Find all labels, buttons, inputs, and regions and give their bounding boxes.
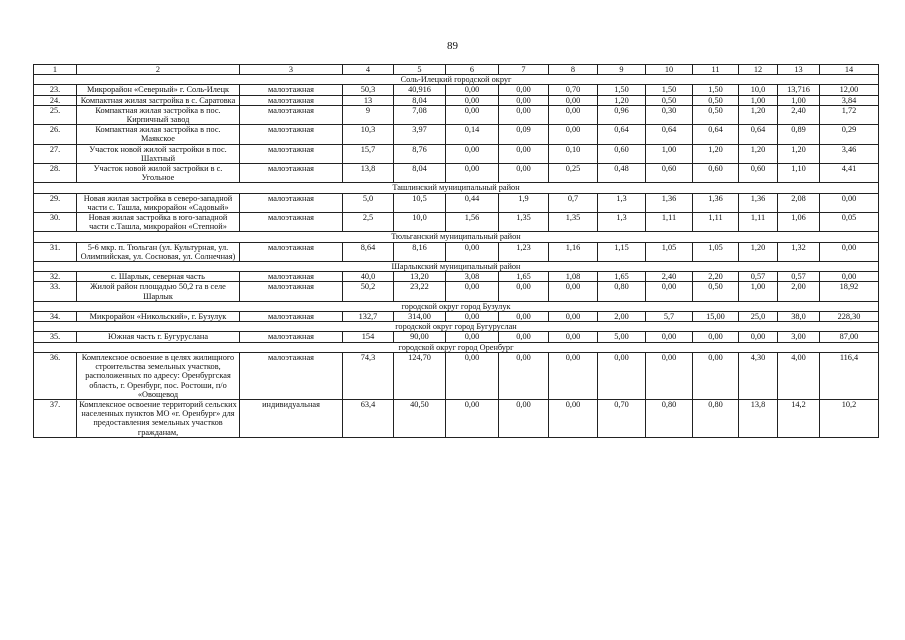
value-cell: 13,716	[778, 85, 820, 95]
value-cell: 0,57	[739, 272, 778, 282]
section-title: городской округ город Оренбург	[34, 342, 879, 352]
value-cell: 1,36	[739, 193, 778, 212]
value-cell: 0,80	[646, 399, 693, 437]
value-cell: 0,00	[446, 144, 499, 163]
value-cell: 0,00	[549, 352, 598, 399]
table-row	[34, 282, 879, 301]
value-cell: 8,16	[394, 242, 446, 261]
row-number: 23.	[34, 85, 77, 95]
value-cell: 25,0	[739, 312, 778, 322]
value-cell: 0,00	[549, 332, 598, 342]
value-cell: 0,7	[549, 193, 598, 212]
table-row	[34, 144, 879, 163]
value-cell: 15,7	[343, 144, 394, 163]
value-cell: 132,7	[343, 312, 394, 322]
section-row	[34, 183, 879, 193]
row-number: 30.	[34, 213, 77, 232]
value-cell: 1,20	[778, 144, 820, 163]
building-type: малоэтажная	[240, 282, 343, 301]
building-type: малоэтажная	[240, 312, 343, 322]
value-cell: 124,70	[394, 352, 446, 399]
value-cell: 0,00	[549, 282, 598, 301]
value-cell: 0,00	[549, 125, 598, 144]
value-cell: 5,0	[343, 193, 394, 212]
building-type: малоэтажная	[240, 95, 343, 105]
value-cell: 0,60	[739, 164, 778, 183]
value-cell: 1,10	[778, 164, 820, 183]
value-cell: 0,50	[693, 95, 739, 105]
object-name: Жилой район площадью 50,2 га в селе Шарлык	[77, 282, 240, 301]
value-cell: 90,00	[394, 332, 446, 342]
value-cell: 2,40	[646, 272, 693, 282]
value-cell: 15,00	[693, 312, 739, 322]
value-cell: 0,00	[820, 193, 879, 212]
table-row	[34, 332, 879, 342]
value-cell: 50,3	[343, 85, 394, 95]
value-cell: 0,64	[646, 125, 693, 144]
value-cell: 2,20	[693, 272, 739, 282]
value-cell: 8,76	[394, 144, 446, 163]
value-cell: 3,97	[394, 125, 446, 144]
value-cell: 0,09	[499, 125, 549, 144]
row-number: 29.	[34, 193, 77, 212]
value-cell: 1,00	[739, 282, 778, 301]
value-cell: 116,4	[820, 352, 879, 399]
row-number: 24.	[34, 95, 77, 105]
value-cell: 1,36	[646, 193, 693, 212]
value-cell: 1,20	[739, 242, 778, 261]
section-row	[34, 262, 879, 272]
value-cell: 8,04	[394, 95, 446, 105]
object-name: Участок новой жилой застройки в с. Угольное	[77, 164, 240, 183]
value-cell: 314,00	[394, 312, 446, 322]
value-cell: 0,00	[646, 352, 693, 399]
value-cell: 5,00	[598, 332, 646, 342]
page-number: 89	[447, 40, 458, 52]
value-cell: 0,00	[446, 282, 499, 301]
value-cell: 0,64	[598, 125, 646, 144]
column-header: 7	[499, 65, 549, 75]
row-number: 36.	[34, 352, 77, 399]
value-cell: 0,48	[598, 164, 646, 183]
row-number: 26.	[34, 125, 77, 144]
value-cell: 0,00	[499, 399, 549, 437]
value-cell: 2,08	[778, 193, 820, 212]
value-cell: 1,20	[739, 144, 778, 163]
value-cell: 0,00	[739, 332, 778, 342]
object-name: Комплексное освоение в целях жилищного строительства земельных участков, расположенных по адресу: Оренбургская область, г. Оренбург, пос. Ростоши, п/о «Овощевод	[77, 352, 240, 399]
value-cell: 0,44	[446, 193, 499, 212]
object-name: Микрорайон «Северный» г. Соль-Илецк	[77, 85, 240, 95]
value-cell: 0,05	[820, 213, 879, 232]
building-type: малоэтажная	[240, 125, 343, 144]
value-cell: 10,3	[343, 125, 394, 144]
value-cell: 8,64	[343, 242, 394, 261]
value-cell: 1,20	[739, 105, 778, 124]
column-header: 4	[343, 65, 394, 75]
value-cell: 1,06	[778, 213, 820, 232]
column-header: 10	[646, 65, 693, 75]
value-cell: 0,00	[549, 105, 598, 124]
value-cell: 0,00	[446, 242, 499, 261]
building-type: малоэтажная	[240, 352, 343, 399]
row-number: 28.	[34, 164, 77, 183]
object-name: Компактная жилая застройка в с. Саратовка	[77, 95, 240, 105]
table-row	[34, 312, 879, 322]
value-cell: 12,00	[820, 85, 879, 95]
column-header: 14	[820, 65, 879, 75]
table-row	[34, 164, 879, 183]
row-number: 34.	[34, 312, 77, 322]
section-row	[34, 322, 879, 332]
value-cell: 0,00	[646, 332, 693, 342]
value-cell: 1,50	[598, 85, 646, 95]
value-cell: 10,2	[820, 399, 879, 437]
value-cell: 0,00	[549, 312, 598, 322]
value-cell: 0,89	[778, 125, 820, 144]
column-header: 2	[77, 65, 240, 75]
value-cell: 1,9	[499, 193, 549, 212]
value-cell: 5,7	[646, 312, 693, 322]
row-number: 37.	[34, 399, 77, 437]
table-row	[34, 95, 879, 105]
value-cell: 13,8	[343, 164, 394, 183]
object-name: с. Шарлык, северная часть	[77, 272, 240, 282]
value-cell: 0,60	[693, 164, 739, 183]
value-cell: 1,05	[693, 242, 739, 261]
object-name: Микрорайон «Никольский», г. Бузулук	[77, 312, 240, 322]
value-cell: 0,25	[549, 164, 598, 183]
value-cell: 1,56	[446, 213, 499, 232]
data-table	[33, 64, 879, 438]
value-cell: 8,04	[394, 164, 446, 183]
row-number: 25.	[34, 105, 77, 124]
value-cell: 4,30	[739, 352, 778, 399]
object-name: Южная часть г. Бугуруслана	[77, 332, 240, 342]
row-number: 33.	[34, 282, 77, 301]
section-title: Тюльганский муниципальный район	[34, 232, 879, 242]
value-cell: 3,84	[820, 95, 879, 105]
value-cell: 0,60	[598, 144, 646, 163]
value-cell: 154	[343, 332, 394, 342]
value-cell: 3,46	[820, 144, 879, 163]
building-type: малоэтажная	[240, 332, 343, 342]
value-cell: 74,3	[343, 352, 394, 399]
value-cell: 0,64	[739, 125, 778, 144]
value-cell: 7,08	[394, 105, 446, 124]
building-type: индивидуальная	[240, 399, 343, 437]
value-cell: 0,00	[446, 332, 499, 342]
value-cell: 0,00	[446, 85, 499, 95]
table-row	[34, 105, 879, 124]
row-number: 31.	[34, 242, 77, 261]
value-cell: 1,50	[646, 85, 693, 95]
value-cell: 0,00	[693, 352, 739, 399]
value-cell: 0,96	[598, 105, 646, 124]
column-header: 11	[693, 65, 739, 75]
section-title: Шарлыкский муниципальный район	[34, 262, 879, 272]
value-cell: 2,5	[343, 213, 394, 232]
value-cell: 13,8	[739, 399, 778, 437]
value-cell: 0,29	[820, 125, 879, 144]
section-row	[34, 342, 879, 352]
building-type: малоэтажная	[240, 272, 343, 282]
object-name: Новая жилая застройка в юго-западной части с.Ташла, микрорайон «Степной»	[77, 213, 240, 232]
value-cell: 1,23	[499, 242, 549, 261]
value-cell: 0,00	[446, 105, 499, 124]
column-header: 13	[778, 65, 820, 75]
column-header: 1	[34, 65, 77, 75]
table-row	[34, 193, 879, 212]
value-cell: 0,00	[820, 272, 879, 282]
value-cell: 0,70	[549, 85, 598, 95]
value-cell: 1,65	[598, 272, 646, 282]
value-cell: 2,00	[598, 312, 646, 322]
value-cell: 10,5	[394, 193, 446, 212]
section-row	[34, 75, 879, 85]
section-title: городской округ город Бузулук	[34, 301, 879, 311]
value-cell: 40,0	[343, 272, 394, 282]
table-row	[34, 85, 879, 95]
value-cell: 50,2	[343, 282, 394, 301]
building-type: малоэтажная	[240, 105, 343, 124]
value-cell: 40,50	[394, 399, 446, 437]
table-row	[34, 125, 879, 144]
value-cell: 0,00	[446, 352, 499, 399]
section-title: Соль-Илецкий городской округ	[34, 75, 879, 85]
row-number: 27.	[34, 144, 77, 163]
value-cell: 1,3	[598, 193, 646, 212]
value-cell: 0,50	[646, 95, 693, 105]
value-cell: 0,80	[693, 399, 739, 437]
value-cell: 38,0	[778, 312, 820, 322]
row-number: 32.	[34, 272, 77, 282]
row-number: 35.	[34, 332, 77, 342]
value-cell: 0,50	[693, 105, 739, 124]
value-cell: 0,00	[499, 282, 549, 301]
value-cell: 0,60	[646, 164, 693, 183]
section-title: Ташлинский муниципальный район	[34, 183, 879, 193]
value-cell: 1,11	[646, 213, 693, 232]
value-cell: 0,57	[778, 272, 820, 282]
value-cell: 40,916	[394, 85, 446, 95]
value-cell: 0,30	[646, 105, 693, 124]
header-row	[34, 65, 879, 75]
value-cell: 2,40	[778, 105, 820, 124]
value-cell: 1,00	[739, 95, 778, 105]
value-cell: 1,65	[499, 272, 549, 282]
value-cell: 1,05	[646, 242, 693, 261]
column-header: 6	[446, 65, 499, 75]
value-cell: 1,11	[739, 213, 778, 232]
column-header: 9	[598, 65, 646, 75]
value-cell: 0,00	[598, 352, 646, 399]
value-cell: 3,00	[778, 332, 820, 342]
value-cell: 0,00	[499, 95, 549, 105]
value-cell: 1,15	[598, 242, 646, 261]
value-cell: 0,00	[499, 105, 549, 124]
value-cell: 0,00	[446, 164, 499, 183]
value-cell: 1,08	[549, 272, 598, 282]
table-row	[34, 272, 879, 282]
value-cell: 0,00	[446, 312, 499, 322]
value-cell: 0,00	[549, 95, 598, 105]
value-cell: 1,20	[693, 144, 739, 163]
building-type: малоэтажная	[240, 85, 343, 95]
value-cell: 0,00	[499, 312, 549, 322]
object-name: Участок новой жилой застройки в пос. Шахтный	[77, 144, 240, 163]
value-cell: 9	[343, 105, 394, 124]
value-cell: 0,00	[499, 144, 549, 163]
building-type: малоэтажная	[240, 193, 343, 212]
value-cell: 1,32	[778, 242, 820, 261]
value-cell: 0,14	[446, 125, 499, 144]
value-cell: 1,00	[778, 95, 820, 105]
value-cell: 1,16	[549, 242, 598, 261]
building-type: малоэтажная	[240, 144, 343, 163]
value-cell: 1,3	[598, 213, 646, 232]
building-type: малоэтажная	[240, 242, 343, 261]
value-cell: 14,2	[778, 399, 820, 437]
value-cell: 1,35	[499, 213, 549, 232]
column-header: 3	[240, 65, 343, 75]
value-cell: 0,00	[646, 282, 693, 301]
value-cell: 1,35	[549, 213, 598, 232]
column-header: 8	[549, 65, 598, 75]
value-cell: 4,41	[820, 164, 879, 183]
value-cell: 0,00	[499, 85, 549, 95]
object-name: Новая жилая застройка в северо-западной части с. Ташла, микрорайон «Садовый»	[77, 193, 240, 212]
column-header: 12	[739, 65, 778, 75]
building-type: малоэтажная	[240, 213, 343, 232]
value-cell: 13,20	[394, 272, 446, 282]
value-cell: 1,11	[693, 213, 739, 232]
value-cell: 0,00	[499, 352, 549, 399]
value-cell: 0,00	[693, 332, 739, 342]
value-cell: 2,00	[778, 282, 820, 301]
value-cell: 0,50	[693, 282, 739, 301]
value-cell: 228,30	[820, 312, 879, 322]
value-cell: 0,70	[598, 399, 646, 437]
section-row	[34, 232, 879, 242]
table-row	[34, 352, 879, 399]
value-cell: 63,4	[343, 399, 394, 437]
value-cell: 3,08	[446, 272, 499, 282]
object-name: 5-6 мкр. п. Тюльган (ул. Культурная, ул. Олимпийская, ул. Сосновая, ул. Солнечная)	[77, 242, 240, 261]
value-cell: 87,00	[820, 332, 879, 342]
column-header: 5	[394, 65, 446, 75]
building-type: малоэтажная	[240, 164, 343, 183]
value-cell: 0,10	[549, 144, 598, 163]
value-cell: 1,72	[820, 105, 879, 124]
value-cell: 0,00	[499, 332, 549, 342]
value-cell: 10,0	[739, 85, 778, 95]
value-cell: 0,00	[499, 164, 549, 183]
table-row	[34, 399, 879, 437]
value-cell: 1,00	[646, 144, 693, 163]
table-row	[34, 213, 879, 232]
value-cell: 18,92	[820, 282, 879, 301]
object-name: Комплексное освоение территорий сельских населенных пунктов МО «г. Оренбург» для предоставления земельных участков гражданам,	[77, 399, 240, 437]
value-cell: 0,00	[549, 399, 598, 437]
value-cell: 0,00	[820, 242, 879, 261]
value-cell: 1,36	[693, 193, 739, 212]
value-cell: 0,80	[598, 282, 646, 301]
value-cell: 0,00	[446, 399, 499, 437]
value-cell: 13	[343, 95, 394, 105]
value-cell: 10,0	[394, 213, 446, 232]
value-cell: 1,50	[693, 85, 739, 95]
object-name: Компактная жилая застройка в пос. Маякское	[77, 125, 240, 144]
table-row	[34, 242, 879, 261]
object-name: Компактная жилая застройка в пос. Кирпичный завод	[77, 105, 240, 124]
section-title: городской округ город Бугуруслан	[34, 322, 879, 332]
value-cell: 4,00	[778, 352, 820, 399]
value-cell: 0,64	[693, 125, 739, 144]
value-cell: 1,20	[598, 95, 646, 105]
value-cell: 0,00	[446, 95, 499, 105]
value-cell: 23,22	[394, 282, 446, 301]
section-row	[34, 301, 879, 311]
